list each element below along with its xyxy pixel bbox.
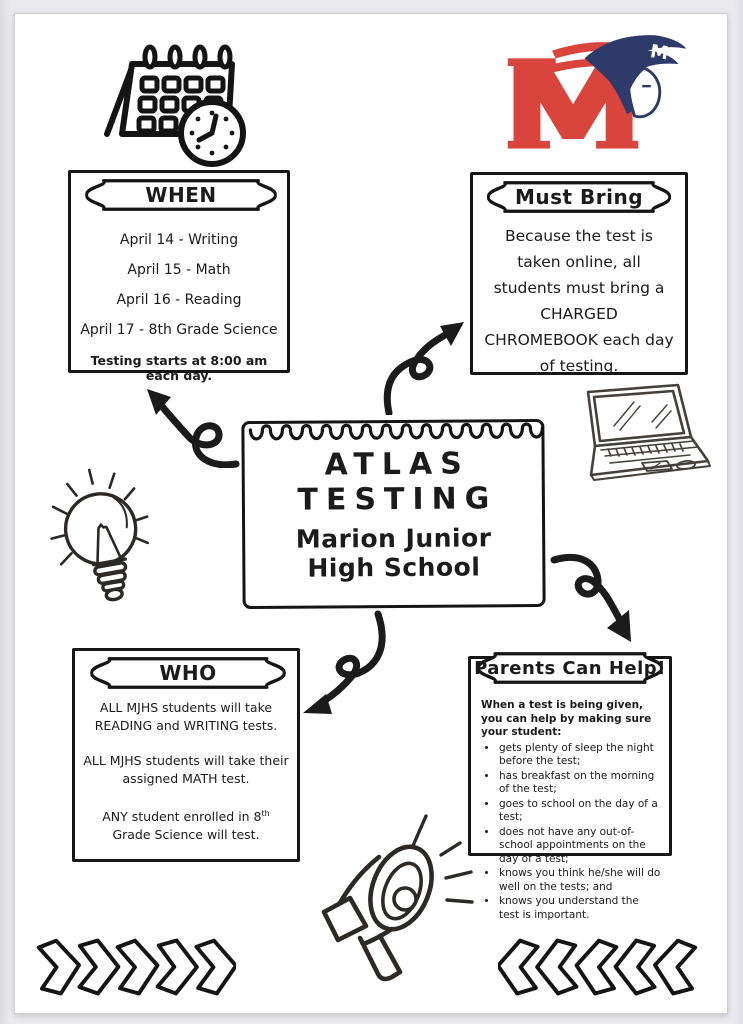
when-item: April 17 - 8th Grade Science: [80, 322, 278, 338]
logo-hat-letter: M: [648, 41, 670, 65]
who-heading: WHO: [159, 661, 217, 685]
when-banner: [80, 176, 282, 214]
who-paragraph-2: ALL MJHS students will take their assigned MATH test.: [83, 753, 289, 786]
parents-bullet: • does not have any out-of-school appointments on the day of a test;: [498, 826, 661, 867]
must-bring-banner: [482, 178, 676, 216]
title-line-atlas: ATLAS: [324, 446, 470, 483]
parents-bullet: • knows you understand the test is important.: [498, 895, 661, 922]
title-line-testing: TESTING: [297, 481, 498, 518]
notebook-coil-icon: [240, 410, 546, 446]
calendar-clock-icon: [98, 28, 250, 168]
parents-bullet: • goes to school on the day of a test;: [498, 798, 661, 825]
who-paragraph-3: ANY student enrolled in 8th Grade Science will test.: [102, 809, 270, 843]
must-bring-text: Because the test is taken online, all students must bring a CHARGED CHROMEBOOK each day of testing.: [484, 227, 674, 375]
school-name-line2: High School: [307, 552, 481, 583]
left-chevrons-doodle: [498, 938, 698, 1000]
when-heading: WHEN: [145, 183, 217, 207]
megaphone-icon: [308, 812, 476, 990]
when-item: April 16 - Reading: [116, 292, 242, 308]
when-box: [68, 170, 290, 383]
parents-box: [468, 656, 672, 921]
right-chevrons-doodle: [36, 938, 236, 1000]
parents-bullet: • gets plenty of sleep the night before the test;: [498, 742, 661, 769]
when-schedule: [75, 225, 283, 345]
parents-text: [481, 699, 661, 923]
when-item: April 15 - Math: [127, 262, 231, 278]
school-name-line1: Marion Junior: [295, 523, 492, 554]
parents-heading: Parents Can Help!: [474, 657, 666, 679]
who-text: [83, 699, 289, 861]
must-bring-box: [470, 172, 688, 375]
laptop-icon: [568, 382, 713, 487]
parents-bullet: • has breakfast on the morning of the test;: [498, 770, 661, 797]
parents-intro: When a test is being given, you can help by making sure your student:: [481, 699, 652, 738]
loop-arrow-to-when: [140, 376, 240, 468]
when-note: Testing starts at 8:00 am each day.: [90, 353, 268, 383]
must-bring-heading: Must Bring: [514, 185, 644, 209]
who-paragraph-1: ALL MJHS students will take READING and WRITING tests.: [94, 700, 278, 733]
loop-arrow-to-who: [298, 610, 386, 716]
lightbulb-icon: [50, 466, 165, 618]
who-box: [72, 648, 300, 862]
parents-bullet: • knows you think he/she will do well on the tests; and: [498, 867, 661, 894]
loop-arrow-to-must-bring: [383, 313, 469, 415]
title-text: [245, 446, 543, 583]
when-item: April 14 - Writing: [119, 232, 239, 248]
school-mascot-logo: [502, 28, 694, 152]
parents-banner: [472, 649, 668, 687]
title-card: [241, 419, 545, 609]
who-banner: [85, 654, 291, 692]
parents-bullet-list: [481, 742, 661, 923]
loop-arrow-to-parents: [548, 552, 642, 652]
